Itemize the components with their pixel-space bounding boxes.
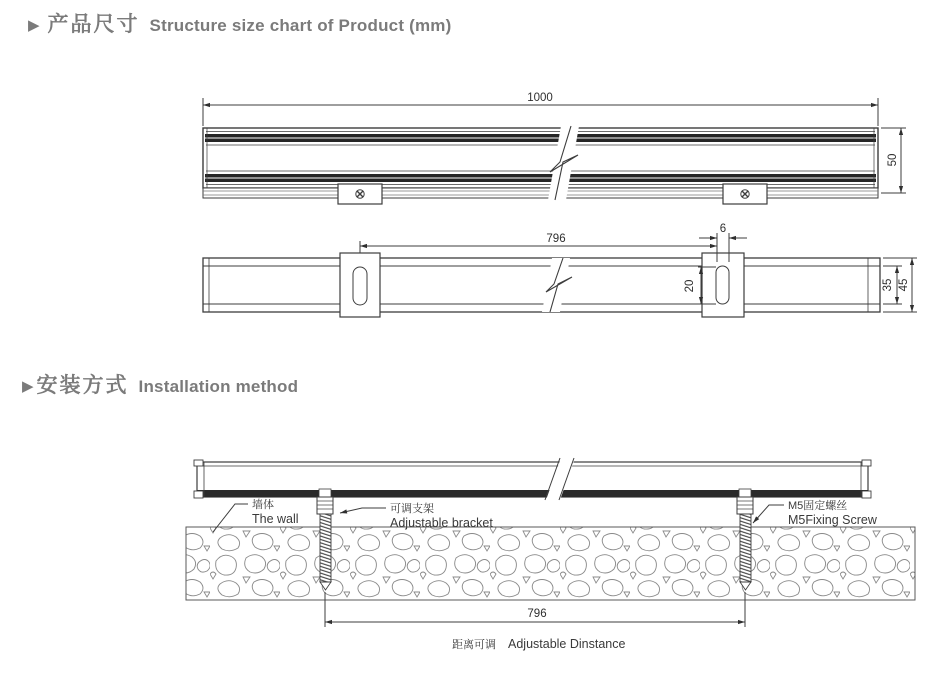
adjusting-nut (317, 497, 333, 514)
slot (353, 267, 367, 305)
leader-bracket (340, 508, 386, 513)
bracket-label-en: Adjustable bracket (390, 516, 493, 530)
dim-label-slot-length: 20 (684, 279, 696, 293)
wall-label-en: The wall (252, 512, 299, 526)
bracket-label-zh: 可调支架 (390, 503, 434, 515)
back-view (203, 223, 917, 317)
dim-label-height: 50 (887, 153, 899, 167)
installation-view (186, 458, 915, 651)
section-triangle-icon: ▶ (22, 378, 34, 395)
bottom-flange (203, 188, 878, 198)
section-title-en: Installation method (138, 377, 299, 396)
wall (186, 527, 915, 600)
dim-label-length: 1000 (527, 92, 553, 104)
caption-en: Adjustable Dinstance (508, 637, 626, 651)
dim-label-spacing: 796 (527, 608, 547, 620)
dim-label-inner-height: 35 (882, 278, 894, 292)
screw-label-en: M5Fixing Screw (788, 513, 877, 527)
section-title-zh: 产品尺寸 (47, 13, 140, 36)
slot (716, 266, 729, 304)
mounting-clip (338, 184, 382, 204)
mounting-clip (723, 184, 767, 204)
section-title-en: Structure size chart of Product (mm) (149, 16, 452, 35)
section-triangle-icon: ▶ (28, 17, 40, 34)
front-view (203, 92, 906, 204)
dim-label-slot-width: 6 (719, 223, 727, 235)
dim-label-bracket-span: 796 (546, 233, 566, 245)
adjusting-nut (737, 497, 753, 514)
screw-label-zh: M5固定螺丝 (788, 500, 848, 512)
leader-screw (753, 505, 784, 523)
dim-label-outer-height: 45 (898, 278, 910, 292)
adjustable-bracket (340, 253, 380, 317)
caption-zh: 距离可调 (452, 639, 496, 651)
fixture-profile (194, 458, 871, 500)
adjustable-bracket (702, 253, 744, 317)
section-title-zh: 安装方式 (36, 374, 129, 397)
wall-label-zh: 墙体 (252, 499, 274, 511)
